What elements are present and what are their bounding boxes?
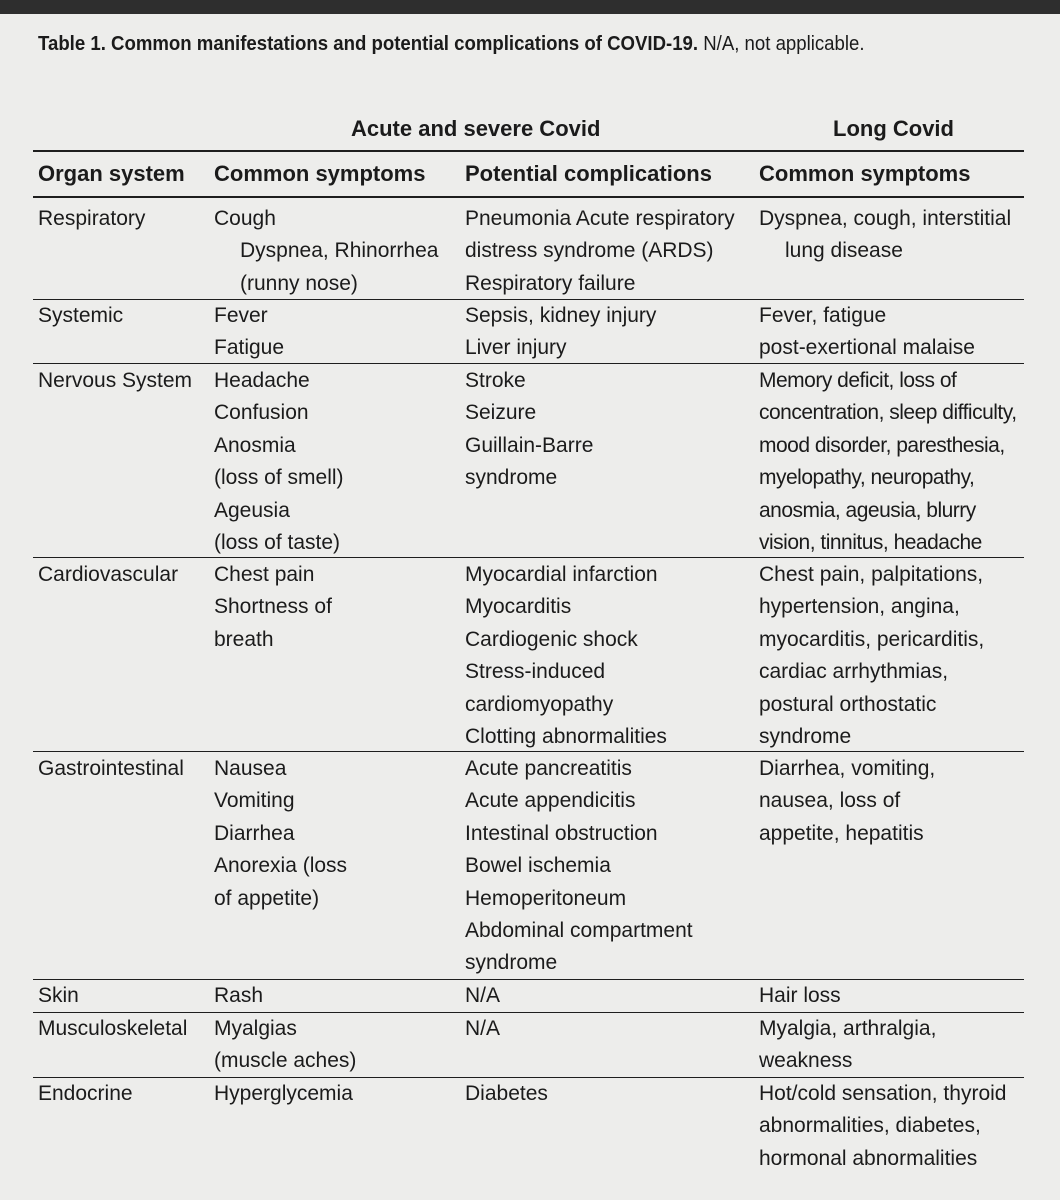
long-symptom-line: Hair loss [759,984,841,1007]
long-symptom-line: lung disease [785,239,903,263]
caption-note: N/A, not applicable. [698,33,865,55]
long-symptom-line: Diarrhea, vomiting, [759,757,936,780]
cell-long-symptoms [759,980,841,1012]
group-header-long: Long Covid [833,116,954,141]
table-header-row [0,158,1060,190]
symptom-line: breath [214,627,274,651]
cell-organ-system [38,753,184,785]
organ-system-name: Musculoskeletal [38,1017,188,1040]
header-top-rule [33,150,1024,152]
symptom-line: Hyperglycemia [214,1082,353,1105]
long-symptom-line: Dyspnea, cough, interstitial [759,207,1012,230]
cell-complications [465,559,667,753]
symptom-line: of appetite) [214,886,320,910]
symptom-line: Fatigue [214,336,285,360]
caption-title: Table 1. Common manifestations and potential complications of COVID-19. [38,33,699,55]
long-symptom-line: hormonal abnormalities [759,1146,978,1170]
symptom-line: Vomiting [214,789,295,813]
cell-acute-symptoms [214,300,284,365]
long-symptom-line: weakness [759,1049,853,1073]
long-symptom-line: myocarditis, pericarditis, [759,627,985,651]
organ-system-name: Nervous System [38,369,193,392]
symptom-line: Confusion [214,401,309,425]
cell-acute-symptoms [214,1078,353,1110]
cell-complications [465,203,735,300]
long-symptom-line: Chest pain, palpitations, [759,563,984,586]
cell-long-symptoms [759,203,1011,268]
header-long-symptoms: Common symptoms [759,161,971,186]
cell-complications [465,753,693,980]
long-symptom-line: vision, tinnitus, headache [759,531,982,555]
long-symptom-line: mood disorder, paresthesia, [759,433,1005,457]
complication-line: Seizure [465,401,537,425]
long-symptom-line: Fever, fatigue [759,304,887,327]
cell-complications [465,365,593,495]
complication-line: Guillain-Barre [465,433,594,457]
symptom-line: Chest pain [214,563,315,586]
complication-line: cardiomyopathy [465,692,614,716]
complication-line: Intestinal obstruction [465,821,658,845]
symptom-line: Rash [214,984,264,1007]
group-header-acute: Acute and severe Covid [351,116,601,141]
organ-system-name: Cardiovascular [38,563,179,586]
complication-line: Hemoperitoneum [465,886,627,910]
symptom-line: Nausea [214,757,287,780]
complication-line: Sepsis, kidney injury [465,304,657,327]
cell-acute-symptoms [214,365,344,559]
long-symptom-line: abnormalities, diabetes, [759,1114,981,1138]
symptom-line: Cough [214,207,276,230]
long-symptom-line: syndrome [759,725,852,749]
complication-line: Myocardial infarction [465,563,658,586]
header-bottom-rule [33,196,1024,198]
long-symptom-line: nausea, loss of [759,789,901,813]
cell-organ-system [38,300,123,332]
cell-complications [465,1013,500,1045]
symptom-line: Diarrhea [214,821,295,845]
complication-line: Clotting abnormalities [465,725,667,749]
cell-organ-system [38,980,79,1012]
symptom-line: Fever [214,304,268,327]
cell-organ-system [38,1013,187,1045]
complication-line: Acute pancreatitis [465,757,632,780]
long-symptom-line: anosmia, ageusia, blurry [759,498,976,522]
cell-long-symptoms [759,1013,936,1078]
header-acute-symptoms: Common symptoms [214,161,426,186]
cell-long-symptoms [759,1078,1006,1175]
complication-line: N/A [465,984,501,1007]
symptom-line: Dyspnea, Rhinorrhea [240,239,439,263]
row-divider [33,363,1024,364]
cell-acute-symptoms [214,559,332,656]
long-symptom-line: cardiac arrhythmias, [759,660,949,684]
symptom-line: Myalgias [214,1017,297,1040]
complication-line: Cardiogenic shock [465,627,638,651]
long-symptom-line: Myalgia, arthralgia, [759,1017,937,1040]
organ-system-name: Skin [38,984,79,1007]
complication-line: Pneumonia Acute respiratory [465,207,735,230]
complication-line: Stroke [465,369,526,392]
organ-system-name: Systemic [38,304,124,327]
cell-organ-system [38,365,192,397]
complication-line: N/A [465,1017,501,1040]
cell-acute-symptoms [214,203,438,300]
long-symptom-line: postural orthostatic [759,692,937,716]
long-symptom-line: Hot/cold sensation, thyroid [759,1082,1007,1105]
complication-line: syndrome [465,951,558,975]
cell-complications [465,980,500,1012]
long-symptom-line: Memory deficit, loss of [759,369,957,392]
row-divider [33,557,1024,558]
symptom-line: (muscle aches) [214,1049,357,1073]
cell-acute-symptoms [214,1013,356,1078]
complication-line: Abdominal compartment [465,919,693,943]
cell-organ-system [38,559,178,591]
long-symptom-line: appetite, hepatitis [759,821,924,845]
header-organ-system: Organ system [38,161,185,186]
organ-system-name: Respiratory [38,207,146,230]
symptom-line: (loss of taste) [214,531,341,555]
symptom-line: Headache [214,369,310,392]
long-symptom-line: hypertension, angina, [759,595,960,619]
symptom-line: Anosmia [214,433,296,457]
cell-acute-symptoms [214,980,263,1012]
complication-line: Acute appendicitis [465,789,636,813]
row-divider [33,979,1024,980]
header-complications: Potential complications [465,161,712,186]
complication-line: Myocarditis [465,595,572,619]
complication-line: Bowel ischemia [465,854,611,878]
complication-line: Respiratory failure [465,271,636,295]
cell-long-symptoms [759,753,935,850]
organ-system-name: Gastrointestinal [38,757,184,780]
complication-line: Stress-induced [465,660,606,684]
complication-line: syndrome [465,466,558,490]
symptom-line: Anorexia (loss [214,854,348,878]
top-border-bar [0,0,1060,14]
cell-organ-system [38,203,145,235]
cell-long-symptoms [759,559,984,753]
long-symptom-line: post-exertional malaise [759,336,975,360]
cell-acute-symptoms [214,753,347,915]
symptom-line: (runny nose) [240,271,358,295]
long-symptom-line: concentration, sleep difficulty, [759,401,1017,425]
cell-long-symptoms [759,300,975,365]
symptom-line: Shortness of [214,595,332,619]
cell-complications [465,300,656,365]
symptom-line: Ageusia [214,498,290,522]
complication-line: distress syndrome (ARDS) [465,239,714,263]
long-symptom-line: myelopathy, neuropathy, [759,466,975,490]
row-divider [33,751,1024,752]
complication-line: Diabetes [465,1082,548,1105]
organ-system-name: Endocrine [38,1082,133,1105]
symptom-line: (loss of smell) [214,466,344,490]
cell-complications [465,1078,548,1110]
cell-organ-system [38,1078,133,1110]
cell-long-symptoms [759,365,1017,559]
table-caption [38,30,968,58]
complication-line: Liver injury [465,336,567,360]
